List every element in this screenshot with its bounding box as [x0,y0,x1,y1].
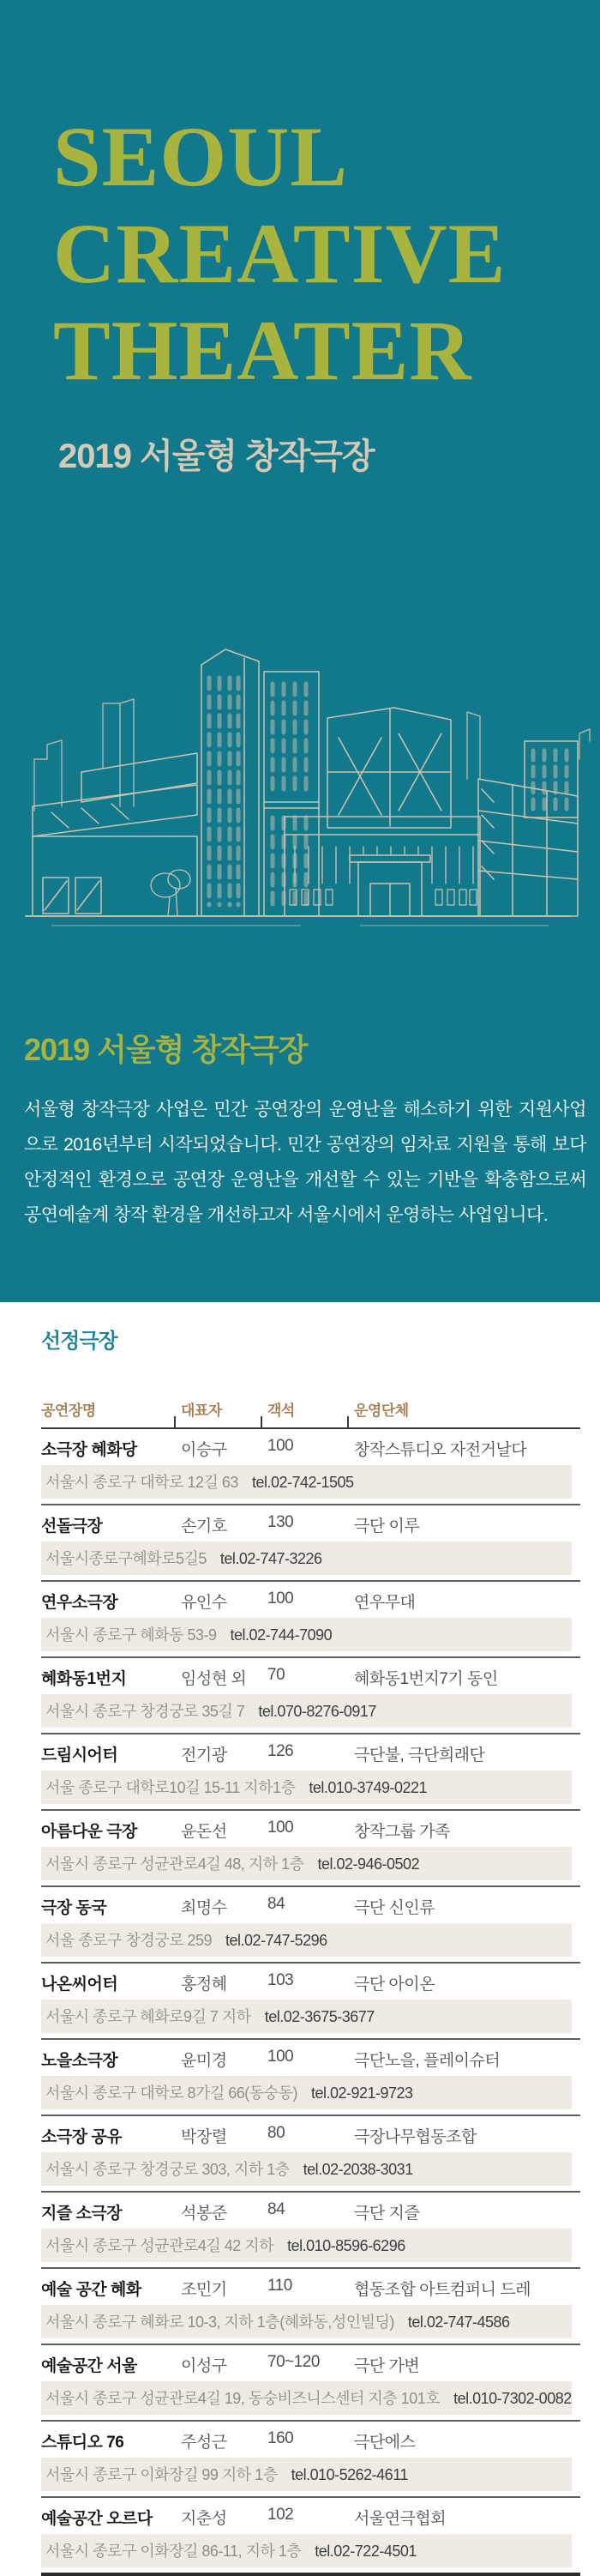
address-text: 서울시 종로구 혜화로 10-3, 지하 1층(혜화동,성인빌딩) [45,2314,394,2331]
title-line-2: CREATIVE [53,206,507,301]
seat-count: 70~120 [267,2353,320,2371]
table-row [41,1811,580,1887]
venue-name: 연우소극장 [41,1594,118,1612]
address-row [41,2000,572,2033]
address-row [41,2229,572,2262]
seat-count: 110 [267,2277,292,2295]
operating-org: 극장나무협동조합 [354,2128,477,2146]
table-row [41,2193,580,2269]
table-row [41,1658,580,1734]
table-row [41,1964,580,2040]
address-row [41,2381,572,2415]
tel-text: tel.010-5262-4611 [291,2466,408,2483]
table-row [41,1887,580,1964]
title-line-3: THEATER [53,303,472,398]
address-row [41,1465,572,1499]
representative: 전기광 [181,1746,227,1765]
seat-count: 84 [267,1895,285,1913]
representative: 최명수 [181,1899,227,1917]
section-title: 선정극장 [41,1330,117,1353]
column-header-organization: 운영단체 [347,1398,580,1420]
table-row [41,2116,580,2193]
seat-count: 100 [267,2048,294,2066]
center-glass-building [327,708,451,828]
representative: 손기호 [181,1517,227,1535]
venue-name: 나온씨어터 [41,1976,118,1994]
address-row [41,1847,572,1880]
page-title [53,108,506,399]
tel-text: tel.02-722-4501 [315,2543,417,2560]
table-row [41,2345,580,2422]
address-text: 서울시 종로구 대학로 12길 63 [45,1474,238,1491]
representative: 박장렬 [181,2128,227,2146]
venue-name: 스튜디오 76 [41,2434,124,2452]
representative: 홍정혜 [181,1976,227,1994]
venue-name: 예술공간 오르다 [41,2510,153,2528]
table-row [41,1429,580,1505]
ground-lines [26,916,570,926]
theater-table-body [41,1429,580,2576]
tel-text: tel.010-8596-6296 [287,2237,405,2254]
operating-org: 극단불, 극단희래단 [354,1746,485,1765]
intro-body: 서울형 창작극장 사업은 민간 공연장의 운영난을 해소하기 위한 지원사업으로 2016년부터 시작되었습니다. 민간 공연장의 임차료 지원을 통해 보다 안정적인 환경으로 공연장 운영난을 개선할 수 있는 기반을 확충함으로써 공연예술계 창작 환경을 개선하고자 서울시에서 운영하는 사업입니다. [24,1100,586,1225]
operating-org: 극단 이루 [354,1517,420,1535]
left-building [33,753,197,916]
operating-org: 극단 가변 [354,2357,420,2375]
tel-text: tel.02-744-7090 [230,1626,333,1644]
representative: 조민기 [181,2281,227,2299]
city-illustration [0,630,600,956]
venue-name: 소극장 공유 [41,2128,123,2146]
tel-text: tel.02-921-9723 [310,2084,413,2102]
address-row [41,1541,572,1575]
tel-text: tel.010-7302-0082 [453,2390,572,2407]
representative: 유인수 [181,1594,227,1612]
intro-heading: 2019 서울형 창작극장 [24,1032,308,1067]
address-row [41,1771,572,1804]
table-row [41,1734,580,1811]
venue-name: 아름다운 극장 [41,1823,137,1841]
selected-theaters-section [41,1324,580,2576]
operating-org: 협동조합 아트컴퍼니 드레 [354,2281,531,2299]
table-row [41,2498,580,2576]
seat-count: 126 [267,1742,294,1760]
venue-name: 극장 동국 [41,1899,107,1917]
representative: 이승구 [181,1441,227,1459]
right-back-tower [525,741,578,817]
address-row [41,1923,572,1957]
address-text: 서울시 종로구 창경궁로 35길 7 [45,1703,245,1720]
representative: 석봉준 [181,2205,227,2223]
seat-count: 130 [267,1513,294,1531]
tel-text: tel.02-742-1505 [251,1474,354,1491]
operating-org: 서울연극협회 [354,2510,447,2528]
seat-count: 84 [267,2200,285,2218]
venue-name: 선돌극장 [41,1517,103,1535]
seat-count: 80 [267,2124,285,2142]
representative: 임성현 외 [181,1670,247,1688]
title-line-1: SEOUL [53,109,349,204]
operating-org: 극단 지즐 [354,2205,420,2223]
venue-name: 지즐 소극장 [41,2205,123,2223]
operating-org: 혜화동1번지7기 동인 [354,1670,498,1688]
seat-count: 102 [267,2506,294,2524]
address-text: 서울 종로구 대학로10길 15-11 지하1층 [45,1779,296,1796]
seat-count: 70 [267,1666,285,1684]
column-header-venue: 공연장명 [41,1403,96,1419]
tower-a [201,649,259,916]
operating-org: 창작스튜디오 자전거날다 [354,1441,527,1459]
seat-count: 100 [267,1437,294,1455]
tower-b [264,672,319,916]
address-row [41,2152,572,2186]
address-text: 서울시 종로구 혜화로9길 7 지하 [45,2008,251,2025]
representative: 윤미경 [181,2052,227,2070]
intro-section [24,1026,586,1233]
venue-name: 예술공간 서울 [41,2357,137,2375]
venue-name: 노을소극장 [41,2052,118,2070]
tel-text: tel.010-3749-0221 [309,1779,428,1796]
table-row [41,1505,580,1582]
tel-text: tel.02-2038-3031 [303,2161,413,2178]
tel-text: tel.02-3675-3677 [264,2008,375,2025]
address-text: 서울시 종로구 창경궁로 303, 지하 1층 [45,2161,290,2178]
hero-subtitle: 2019 서울형 창작극장 [58,437,375,475]
column-header-seats: 객석 [261,1398,347,1420]
address-row [41,1694,572,1728]
representative: 윤돈선 [181,1823,227,1841]
address-row [41,2076,572,2109]
tel-text: tel.02-747-3226 [219,1550,322,1567]
venue-name: 혜화동1번지 [41,1670,127,1688]
operating-org: 극단 아이온 [354,1976,435,1994]
table-row [41,1582,580,1658]
venue-name: 드림시어터 [41,1746,118,1765]
address-text: 서울시 종로구 이화장길 86-11, 지하 1층 [45,2543,302,2560]
address-row [41,2305,572,2338]
address-row [41,1618,572,1651]
address-text: 서울시 종로구 대학로 8가길 66(동숭동) [45,2084,297,2102]
address-text: 서울시 종로구 성균관로4길 42 지하 [45,2237,274,2254]
operating-org: 극단 신인류 [354,1899,435,1917]
address-text: 서울시 종로구 성균관로4길 19, 동숭비즈니스센터 지층 101호 [45,2390,441,2407]
operating-org: 극단노을, 플레이슈터 [354,2052,501,2070]
representative: 지춘성 [181,2510,227,2528]
seat-count: 103 [267,1971,294,1989]
representative: 이성구 [181,2357,227,2375]
venue-name: 소극장 혜화당 [41,1441,137,1459]
address-text: 서울 종로구 창경궁로 259 [45,1932,213,1949]
table-row [41,2269,580,2345]
address-row [41,2534,572,2567]
address-row [41,2458,572,2491]
front-hall [285,817,480,916]
seat-count: 100 [267,1819,294,1837]
tel-text: tel.02-747-5296 [225,1932,327,1949]
column-header-representative: 대표자 [174,1398,261,1420]
representative: 주성근 [181,2434,227,2452]
seat-count: 100 [267,1590,294,1608]
address-text: 서울시 종로구 이화장길 99 지하 1층 [45,2466,278,2483]
operating-org: 극단에스 [354,2434,416,2452]
table-row [41,2040,580,2116]
venue-name: 예술 공간 혜화 [41,2281,141,2299]
address-text: 서울시 종로구 성균관로4길 48, 지하 1층 [45,1855,304,1873]
right-building [478,779,578,916]
address-text: 서울시 종로구 혜화동 53-9 [45,1626,217,1644]
tree [151,870,190,916]
tel-text: tel.070-8276-0917 [258,1703,376,1720]
tel-text: tel.02-946-0502 [317,1855,420,1873]
background-skyline [34,699,590,811]
operating-org: 창작그룹 가족 [354,1823,450,1841]
tel-text: tel.02-747-4586 [407,2314,510,2331]
seat-count: 160 [267,2429,294,2447]
table-header [41,1393,580,1429]
operating-org: 연우무대 [354,1594,416,1612]
address-text: 서울시종로구혜화로5길5 [45,1550,207,1567]
table-row [41,2422,580,2498]
